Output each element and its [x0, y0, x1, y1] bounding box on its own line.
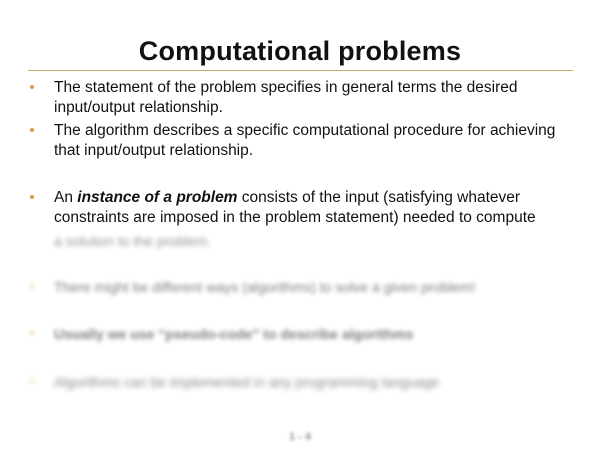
- bullet-dot-icon: [30, 284, 34, 288]
- page-number: 1 - 4: [288, 431, 311, 443]
- bullet-dot-icon: [30, 331, 34, 335]
- bullet-text-suffix: consists of the input (satisfying whatever constraints are imposed in the problem statement) needed to compute: [54, 189, 536, 226]
- bullet-dot-icon: [30, 128, 34, 132]
- bullet-text: The algorithm describes a specific computational procedure for achieving that input/output relationship.: [54, 122, 556, 159]
- bullet-emphasis: instance of a problem: [77, 189, 238, 206]
- bullet-text-prefix: An: [54, 189, 78, 206]
- title-divider: [28, 70, 573, 71]
- bullet-text: [54, 188, 579, 228]
- slide-title: Computational problems: [138, 36, 462, 66]
- bullet-text: Usually we use “pseudo-code” to describe algorithms: [54, 326, 414, 342]
- bullet-dot-icon: [30, 195, 34, 199]
- bullet-continuation: a solution to the problem.: [54, 233, 212, 249]
- bullet-text: There might be different ways (algorithms) to solve a given problem!: [54, 279, 476, 295]
- bullet-text: The statement of the problem specifies in general terms the desired input/output relationship.: [54, 79, 518, 116]
- bullet-dot-icon: [30, 379, 34, 383]
- bullet-dot-icon: [30, 85, 34, 89]
- bullet-text: Algorithms can be implemented in any programming language: [54, 374, 440, 390]
